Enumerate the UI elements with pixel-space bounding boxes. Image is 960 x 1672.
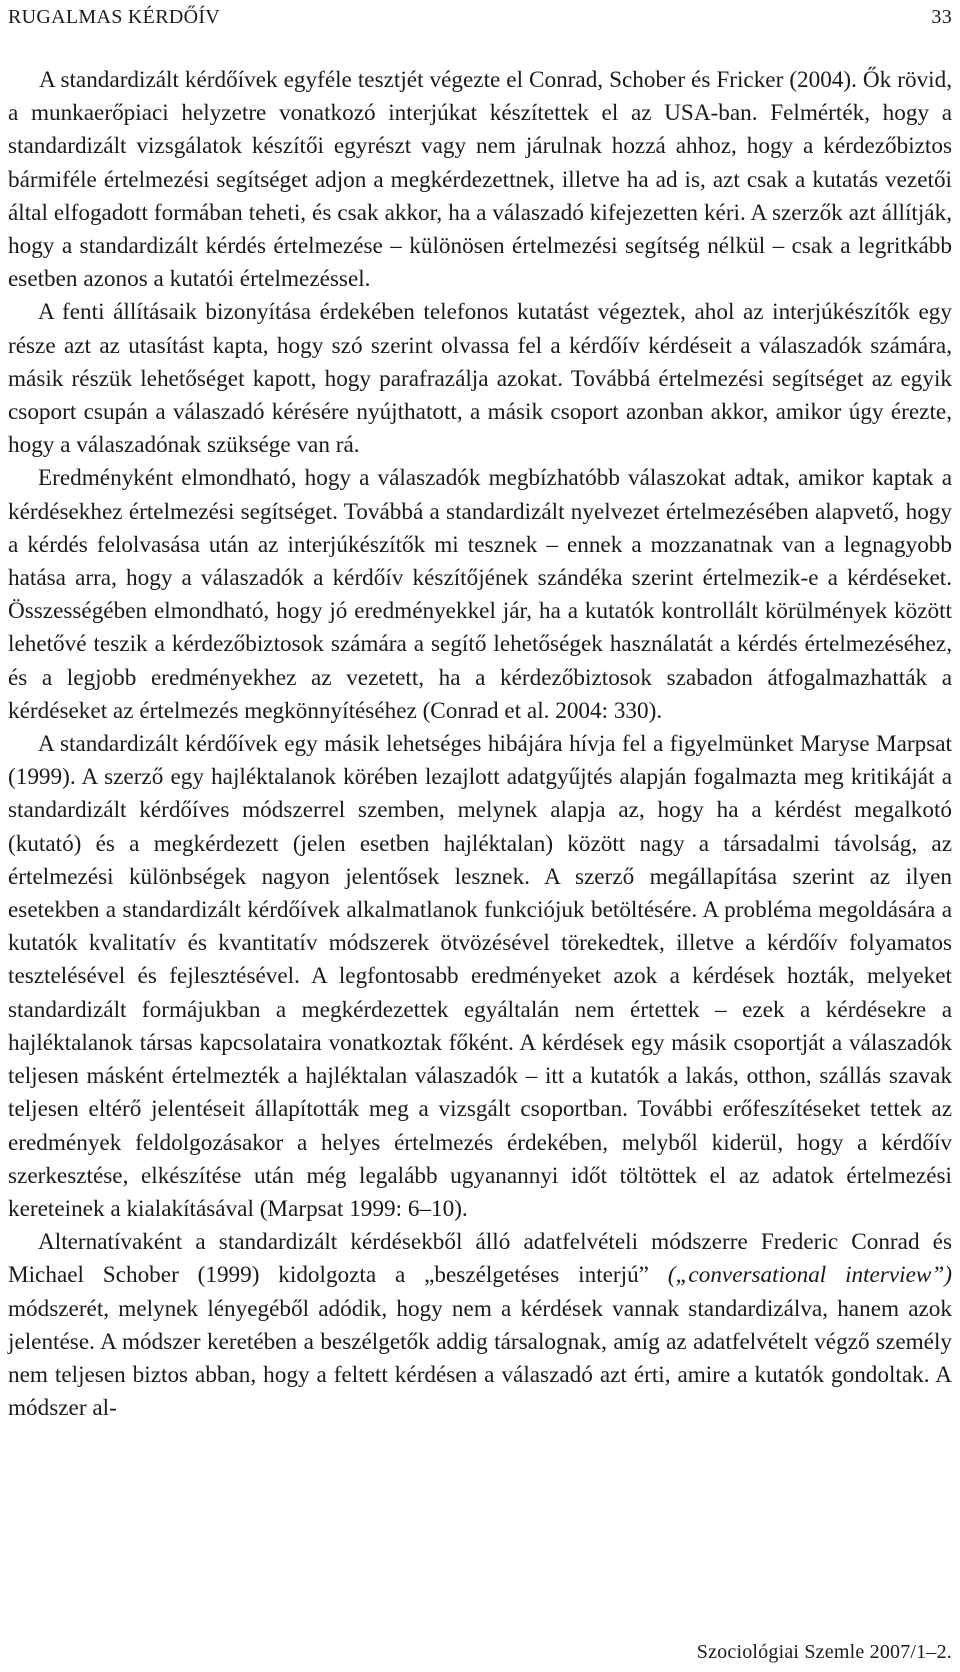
paragraph-5	[8, 1226, 952, 1425]
paragraph-2: A fenti állításaik bizonyítása érdekében telefonos kutatást végeztek, ahol az interjúkészítők egy része azt az utasítást kapta, hogy szó szerint olvassa fel a kérdőív kérdéseit a válaszadók számára, másik részük lehetőséget kapott, hogy parafrazálja azokat. Továbbá értelmezési segítséget az egyik csoport csupán a válaszadó kérésére nyújthatott, a másik csoport azonban akkor, amikor úgy érezte, hogy a válaszadónak szüksége van rá.	[8, 299, 952, 459]
page-number: 33	[931, 5, 952, 28]
paragraph-5-text-a: Alternatívaként a standardizált kérdésekből álló adatfelvételi módszerre Frederic Conrad és Michael Schober (1999) kidolgozta a „beszélgetéses interjú”	[8, 1229, 952, 1289]
paragraph-5-text-b: módszerét, melynek lényegéből adódik, hogy nem a kérdések vannak standardizálva, hanem azok jelentése. A módszer keretében a beszélgetők addig társalognak, amíg az adatfelvételt végző személy nem teljesen biztos abban, hogy a feltett kérdésen a válaszadó azt érti, amire a kutatók gondoltak. A módszer al-	[8, 1295, 952, 1422]
paragraph-1: A standardizált kérdőívek egyféle tesztjét végezte el Conrad, Schober és Fricker (2004). Ők rövid, a munkaerőpiaci helyzetre vonatkozó interjúkat készítettek el az USA-ban. Felmérték, hogy a standardizált vizsgálatok készítői egyrészt vagy nem járulnak hozzá ahhoz, hogy a kérdezőbiztos bármiféle értelmezési segítséget adjon a megkérdezettnek, illetve ha ad is, azt csak a kutatás vezetői által elfogadott formában teheti, és csak akkor, ha a válaszadó kifejezetten kéri. A szerzők azt állítják, hogy a standardizált kérdés értelmezése – különösen értelmezési segítség nélkül – csak a legritkább esetben azonos a kutatói értelmezéssel.	[8, 67, 952, 293]
running-header	[8, 2, 952, 32]
paragraph-5-italic-term: („conversational interview”)	[667, 1262, 952, 1289]
body-text	[8, 64, 952, 1425]
paragraph-3: Eredményként elmondható, hogy a válaszadók megbízhatóbb válaszokat adtak, amikor kaptak a kérdésekhez értelmezési segítséget. Továbbá a standardizált nyelvezet értelmezésében alapvető, hogy a kérdés felolvasása után az interjúkészítők mi tesznek – ennek a mozzanatnak van a legnagyobb hatása arra, hogy a válaszadók a kérdőív készítőjének szándéka szerint értelmezik-e a kérdéseket. Összességében elmondható, hogy jó eredményekkel jár, ha a kutatók kontrollált körülmények között lehetővé teszik a kérdezőbiztosok számára a segítő lehetőségek használatát a kérdés értelmezéséhez, és a legjobb eredményekhez az vezetett, ha a kérdezőbiztosok szabadon átfogalmazhatták a kérdéseket az értelmezés megkönnyítéséhez (Conrad et al. 2004: 330).	[8, 465, 952, 724]
running-title: RUGALMAS KÉRDŐÍV	[8, 5, 221, 28]
paragraph-4: A standardizált kérdőívek egy másik lehetséges hibájára hívja fel a figyelmünket Maryse Marpsat (1999). A szerző egy hajléktalanok körében lezajlott adatgyűjtés alapján fogalmazta meg kritikáját a standardizált kérdőíves módszerrel szemben, melynek alapja az, hogy ha a kérdést megalkotó (kutató) és a megkérdezett (jelen esetben hajléktalan) között nagy a társadalmi távolság, az értelmezési különbségek nagyon jelentősek lesznek. A szerző megállapítása szerint az ilyen esetekben a standardizált kérdőívek alkalmatlanok funkciójuk betöltésére. A probléma megoldására a kutatók kvalitatív és kvantitatív módszerek ötvözésével törekedtek, illetve a kérdőív folyamatos tesztelésével és fejlesztésével. A legfontosabb eredményeket azok a kérdések hozták, melyeket standardizált formájukban a megkérdezettek egyáltalán nem értettek – ezek a kérdésekre a hajléktalanok társas kapcsolataira vonatkoztak főként. A kérdések egy másik csoportját a válaszadók teljesen másként értelmezték a hajléktalan válaszadók – itt a kutatók a lakás, otthon, szállás szavak teljesen eltérő jelentéseit állapították meg a vizsgált csoportban. További erőfeszítéseket tettek az eredmények feldolgozásakor a helyes értelmezés érdekében, melyből kiderül, hogy a kérdőív szerkesztése, elkészítése után még legalább ugyanannyi időt töltöttek el az adatok értelmezési kereteinek a kialakításával (Marpsat 1999: 6–10).	[8, 731, 952, 1222]
journal-footer: Szociológiai Szemle 2007/1–2.	[696, 1641, 952, 1663]
